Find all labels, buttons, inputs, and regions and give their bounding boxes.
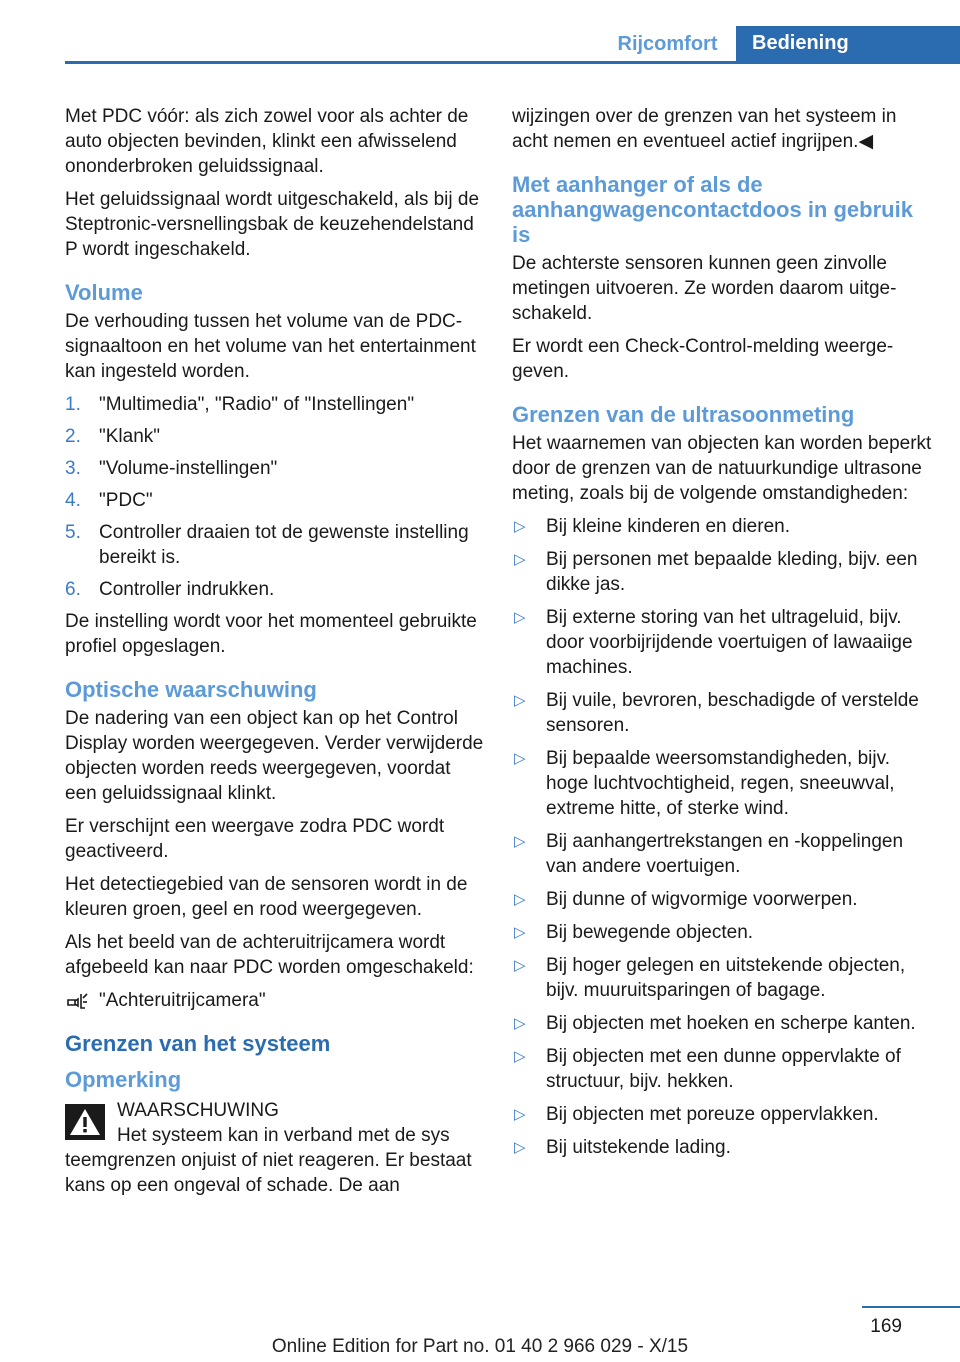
bullet-text: Bij bewegende objecten. — [546, 922, 754, 943]
warning-text: teemgrenzen onjuist of niet reageren. Er bestaat kans op een ongeval of schade. De aan — [65, 1150, 472, 1196]
footer-divider — [862, 1306, 960, 1308]
paragraph: Er verschijnt een weergave zodra PDC wordt geactiveerd. — [65, 816, 445, 862]
step-number: 4. — [65, 490, 81, 511]
bullet-triangle-icon: ▷ — [514, 924, 526, 941]
paragraph: Het detectiegebied van de sensoren wordt in de kleuren groen, geel en rood weergegeven. — [65, 874, 468, 920]
list-item — [512, 1102, 932, 1127]
reverse-camera-icon — [65, 990, 89, 1012]
paragraph: Als het beeld van de achteruitrijcamera wordt afgebeeld kan naar PDC worden omgeschakeld: — [65, 932, 474, 978]
warning-text-line: Het systeem kan in verband met de sys — [117, 1125, 450, 1146]
bullet-text: Bij objecten met een dunne oppervlakte of structuur, bijv. hekken. — [546, 1046, 901, 1092]
bullet-triangle-icon: ▷ — [514, 1015, 526, 1032]
step-text: Controller indrukken. — [99, 579, 275, 600]
step-number: 1. — [65, 394, 81, 415]
note-heading: Opmerking — [65, 1067, 182, 1092]
paragraph: De verhouding tussen het volume van de PDC-signaaltoon en het volume van het entertainment kan ingesteld worden. — [65, 311, 476, 382]
warning-block — [65, 1098, 485, 1198]
bullet-text: Bij objecten met poreuze oppervlakken. — [546, 1104, 879, 1125]
trailer-heading: Met aanhanger of als de aanhangwagencontactdoos in gebruik is — [512, 172, 913, 247]
bullet-triangle-icon: ▷ — [514, 692, 526, 709]
list-item — [512, 887, 932, 912]
list-item — [65, 392, 485, 417]
paragraph: Met PDC vóór: als zich zowel voor als achter de auto objecten bevinden, klinkt een afwisselend ononderbroken geluidssignaal. — [65, 106, 469, 177]
paragraph: wijzingen over de grenzen van het systeem in acht nemen en eventueel actief ingrijpen.◀ — [512, 106, 897, 152]
bullet-text: Bij objecten met hoeken en scherpe kanten. — [546, 1013, 916, 1034]
list-item — [65, 456, 485, 481]
left-column — [65, 104, 485, 1198]
step-number: 5. — [65, 522, 81, 543]
ultrasonic-limits-heading: Grenzen van de ultrasoonmeting — [512, 402, 855, 427]
bullet-text: Bij hoger gelegen en uitstekende objecten, bijv. muuruitsparingen of bagage. — [546, 955, 906, 1001]
header-section-tab: Rijcomfort — [617, 33, 718, 55]
warning-title: WAARSCHUWING — [117, 1100, 279, 1121]
step-text: "Volume-instellingen" — [99, 458, 278, 479]
bullet-text: Bij aanhangertrekstangen en -koppelingen van andere voertuigen. — [546, 831, 904, 877]
edition-footer — [0, 1336, 960, 1358]
list-item — [65, 520, 485, 570]
paragraph: De achterste sensoren kunnen geen zinvolle metingen uitvoeren. Ze worden daarom uitgeschakeld. — [512, 253, 897, 324]
bullet-triangle-icon: ▷ — [514, 750, 526, 767]
bullet-text: Bij externe storing van het ultrageluid, bijv. door voorbijrijdende voertuigen of lawaaiige machines. — [546, 607, 913, 678]
bullet-text: Bij bepaalde weersomstandigheden, bijv. hoge luchtvochtigheid, regen, sneeuwval, extreme hitte, of sterke wind. — [546, 748, 895, 819]
paragraph: De instelling wordt voor het momenteel gebruikte profiel opgeslagen. — [65, 611, 477, 657]
list-item — [512, 1044, 932, 1094]
camera-menu-entry — [65, 988, 485, 1013]
bullet-triangle-icon: ▷ — [514, 1048, 526, 1065]
list-item — [512, 1011, 932, 1036]
bullet-triangle-icon: ▷ — [514, 551, 526, 568]
step-text: "Klank" — [99, 426, 161, 447]
bullet-triangle-icon: ▷ — [514, 609, 526, 626]
bullet-text: Bij vuile, bevroren, beschadigde of verstelde sensoren. — [546, 690, 919, 736]
step-number: 2. — [65, 426, 81, 447]
bullet-triangle-icon: ▷ — [514, 1139, 526, 1156]
step-text: "Multimedia", "Radio" of "Instellingen" — [99, 394, 415, 415]
volume-heading: Volume — [65, 280, 143, 305]
bullet-text: Bij dunne of wigvormige voorwerpen. — [546, 889, 858, 910]
list-item — [512, 547, 932, 597]
bullet-triangle-icon: ▷ — [514, 891, 526, 908]
list-item — [512, 829, 932, 879]
warning-triangle-icon — [65, 1104, 105, 1140]
header-divider — [65, 61, 960, 64]
system-limits-heading: Grenzen van het systeem — [65, 1031, 331, 1056]
optical-warning-heading: Optische waarschuwing — [65, 677, 317, 702]
list-item — [65, 424, 485, 449]
list-item — [512, 514, 932, 539]
step-number: 6. — [65, 579, 81, 600]
bullet-text: Bij personen met bepaalde kleding, bijv. een dikke jas. — [546, 549, 918, 595]
step-number: 3. — [65, 458, 81, 479]
limitations-list — [512, 514, 932, 1160]
camera-label: "Achteruitrijcamera" — [99, 990, 266, 1011]
page-number: 169 — [870, 1316, 902, 1337]
step-text: Controller draaien tot de gewenste instelling bereikt is. — [99, 522, 469, 568]
edition-text: Online Edition for Part no. 01 40 2 966 029 - X/15 — [271, 1336, 689, 1357]
bullet-triangle-icon: ▷ — [514, 518, 526, 535]
bullet-triangle-icon: ▷ — [514, 1106, 526, 1123]
list-item — [512, 1135, 932, 1160]
paragraph: Het geluidssignaal wordt uitgeschakeld, als bij de Steptronic-versnellingsbak de keuzehendelstand P wordt ingeschakeld. — [65, 189, 480, 260]
volume-steps-list — [65, 392, 485, 602]
list-item — [65, 488, 485, 513]
bullet-triangle-icon: ▷ — [514, 833, 526, 850]
right-column — [512, 104, 932, 1168]
step-text: "PDC" — [99, 490, 153, 511]
bullet-triangle-icon: ▷ — [514, 957, 526, 974]
header-chapter-tab: Bediening — [736, 26, 960, 61]
bullet-text: Bij uitstekende lading. — [546, 1137, 731, 1158]
list-item — [512, 605, 932, 680]
list-item — [65, 577, 485, 602]
list-item — [512, 746, 932, 821]
paragraph: De nadering van een object kan op het Control Display worden weergegeven. Verder verwijderde objecten worden reeds weergegeven, voordat een geluidssignaal klinkt. — [65, 708, 484, 804]
paragraph: Er wordt een Check-Control-melding weergegeven. — [512, 336, 894, 382]
bullet-text: Bij kleine kinderen en dieren. — [546, 516, 790, 537]
paragraph: Het waarnemen van objecten kan worden beperkt door de grenzen van de natuurkundige ultrasone meting, zoals bij de volgende omstandigheden: — [512, 433, 932, 504]
list-item — [512, 920, 932, 945]
list-item — [512, 688, 932, 738]
list-item — [512, 953, 932, 1003]
